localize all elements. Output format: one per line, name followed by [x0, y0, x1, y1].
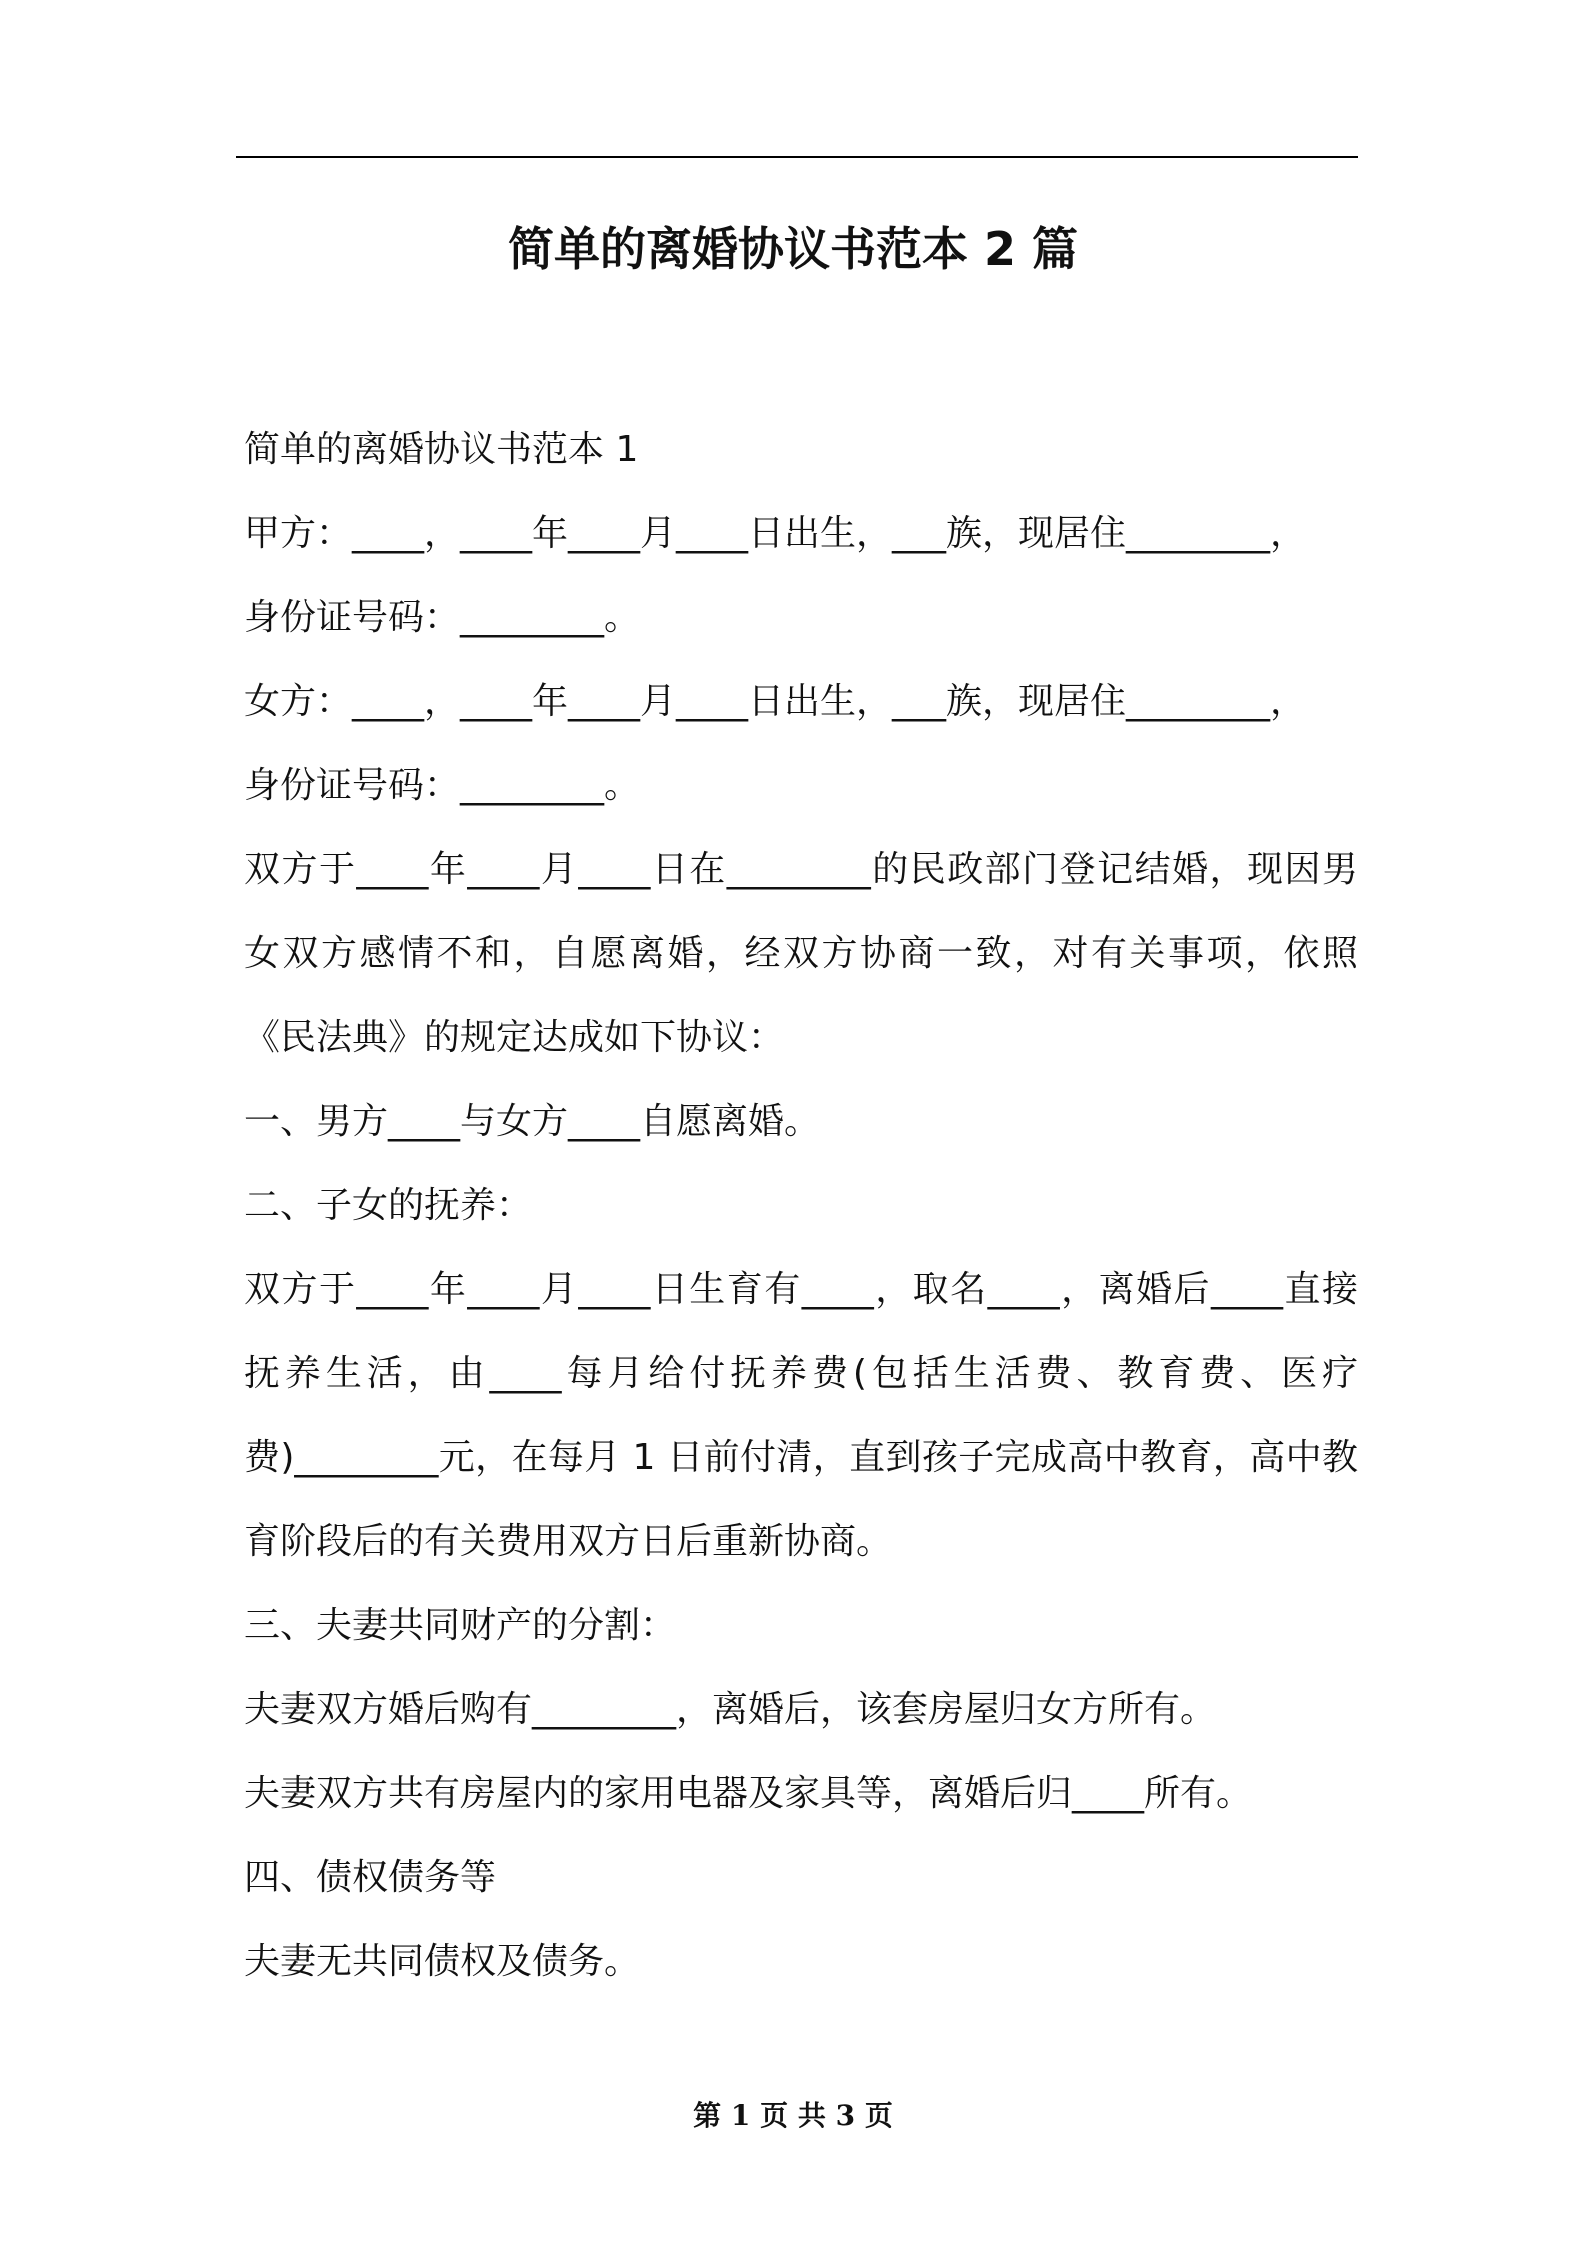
- marriage-paragraph: 双方于____年____月____日在________的民政部门登记结婚，现因男女双方感情不和，自愿离婚，经双方协商一致，对有关事项，依照《民法典》的规定达成如下协议：: [244, 849, 1358, 1058]
- party-b-info: 女方：____，____年____月____日出生，___族，现居住________，: [244, 681, 1307, 722]
- party-a-info: 甲方：____，____年____月____日出生，___族，现居住________，: [244, 513, 1307, 554]
- header-rule: [236, 156, 1358, 158]
- section-title: 简单的离婚协议书范本 1: [244, 429, 639, 470]
- child-paragraph: 双方于____年____月____日生育有____，取名____，离婚后____直接抚养生活，由____每月给付抚养费(包括生活费、教育费、医疗费)________元，在每月 1 日前付清，直到孩子完成高中教育，高中教育阶段后的有关费用双方日后重新协商。: [244, 1269, 1358, 1562]
- clause-child-heading: 二、子女的抚养：: [244, 1185, 533, 1226]
- page-number: 第 1 页 共 3 页: [693, 2099, 893, 2132]
- clause-divorce: 一、男方____与女方____自愿离婚。: [244, 1101, 821, 1142]
- party-a-id: 身份证号码：________。: [244, 597, 641, 638]
- document-body: [244, 408, 1358, 2004]
- property-house: 夫妻双方婚后购有________，离婚后，该套房屋归女方所有。: [244, 1689, 1217, 1730]
- document-title: 简单的离婚协议书范本 2 篇: [507, 222, 1079, 276]
- party-b-id: 身份证号码：________。: [244, 765, 641, 806]
- property-appliances: 夫妻双方共有房屋内的家用电器及家具等，离婚后归____所有。: [244, 1773, 1253, 1814]
- clause-debt-heading: 四、债权债务等: [244, 1857, 497, 1898]
- debt-statement: 夫妻无共同债权及债务。: [244, 1941, 641, 1982]
- clause-property-heading: 三、夫妻共同财产的分割：: [244, 1605, 677, 1646]
